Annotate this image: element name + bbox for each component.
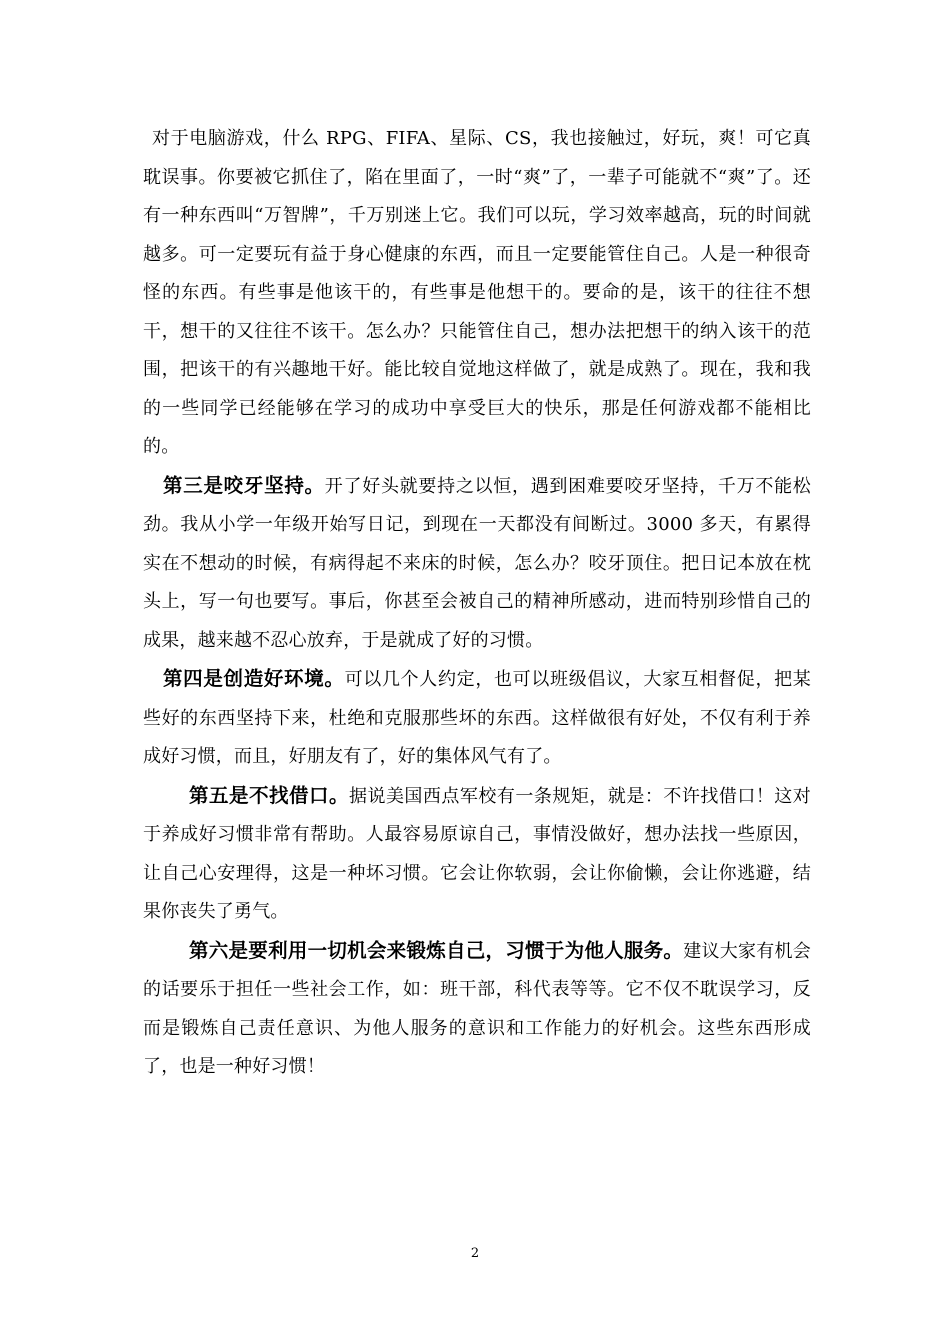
paragraph-text: 对于电脑游戏，什么 RPG、FIFA、星际、CS，我也接触过，好玩，爽！可它真耽误事。你要被它抓住了，陷在里面了，一时“爽”了，一辈子可能就不“爽”了。还有一种东西叫“万智牌”，千万别迷上它。我们可以玩，学习效率越高，玩的时间就越多。可一定要玩有益于身心健康的东西，而且一定要能管住自己。人是一种很奇怪的东西。有些事是他该干的，有些事是他想干的。要命的是，该干的往往不想干，想干的又往往不该干。怎么办？只能管住自己，想办法把想干的纳入该干的范围，把该干的有兴趣地干好。能比较自觉地这样做了，就是成熟了。现在，我和我的一些同学已经能够在学习的成功中享受巨大的快乐，那是任何游戏都不能相比的。 (143, 128, 811, 457)
paragraph-lead: 第六是要利用一切机会来锻炼自己，习惯于为他人服务。 (189, 938, 684, 962)
paragraph-persist (143, 467, 811, 661)
paragraph-text: 据说美国西点军校有一条规矩，就是：不许找借口！这对于养成好习惯非常有帮助。人最容易原谅自己，事情没做好，想办法找一些原因，让自己心安理得，这是一种坏习惯。它会让你软弱，会让你偷懒，会让你逃避，结果你丧失了勇气。 (143, 785, 811, 922)
paragraph-lead: 第五是不找借口。 (189, 783, 349, 807)
paragraph-video-games (143, 120, 811, 467)
page-number: 2 (470, 1246, 480, 1261)
paragraph-text: 可以几个人约定，也可以班级倡议，大家互相督促，把某些好的东西坚持下来，杜绝和克服那些坏的东西。这样做很有好处，不仅有利于养成好习惯，而且，好朋友有了，好的集体风气有了。 (143, 669, 812, 767)
paragraph-lead: 第三是咬牙坚持。 (163, 473, 325, 497)
document-body (143, 120, 811, 1087)
paragraph-text: 建议大家有机会的话要乐于担任一些社会工作，如：班干部，科代表等等。它不仅不耽误学习，反而是锻炼自己责任意识、为他人服务的意识和工作能力的好机会。这些东西形成了，也是一种好习惯！ (143, 940, 811, 1077)
paragraph-text: 开了好头就要持之以恒，遇到困难要咬牙坚持，千万不能松劲。我从小学一年级开始写日记，到现在一天都没有间断过。3000 多天，有累得实在不想动的时候，有病得起不来床的时候，怎么办？咬牙顶住。把日记本放在枕头上，写一句也要写。事后，你甚至会被自己的精神所感动，进而特别珍惜自己的成果，越来越不忍心放弃，于是就成了好的习惯。 (143, 475, 811, 651)
paragraph-environment (143, 660, 811, 777)
paragraph-serve-others (143, 932, 811, 1087)
paragraph-lead: 第四是创造好环境。 (163, 667, 345, 690)
paragraph-no-excuses (143, 777, 811, 932)
